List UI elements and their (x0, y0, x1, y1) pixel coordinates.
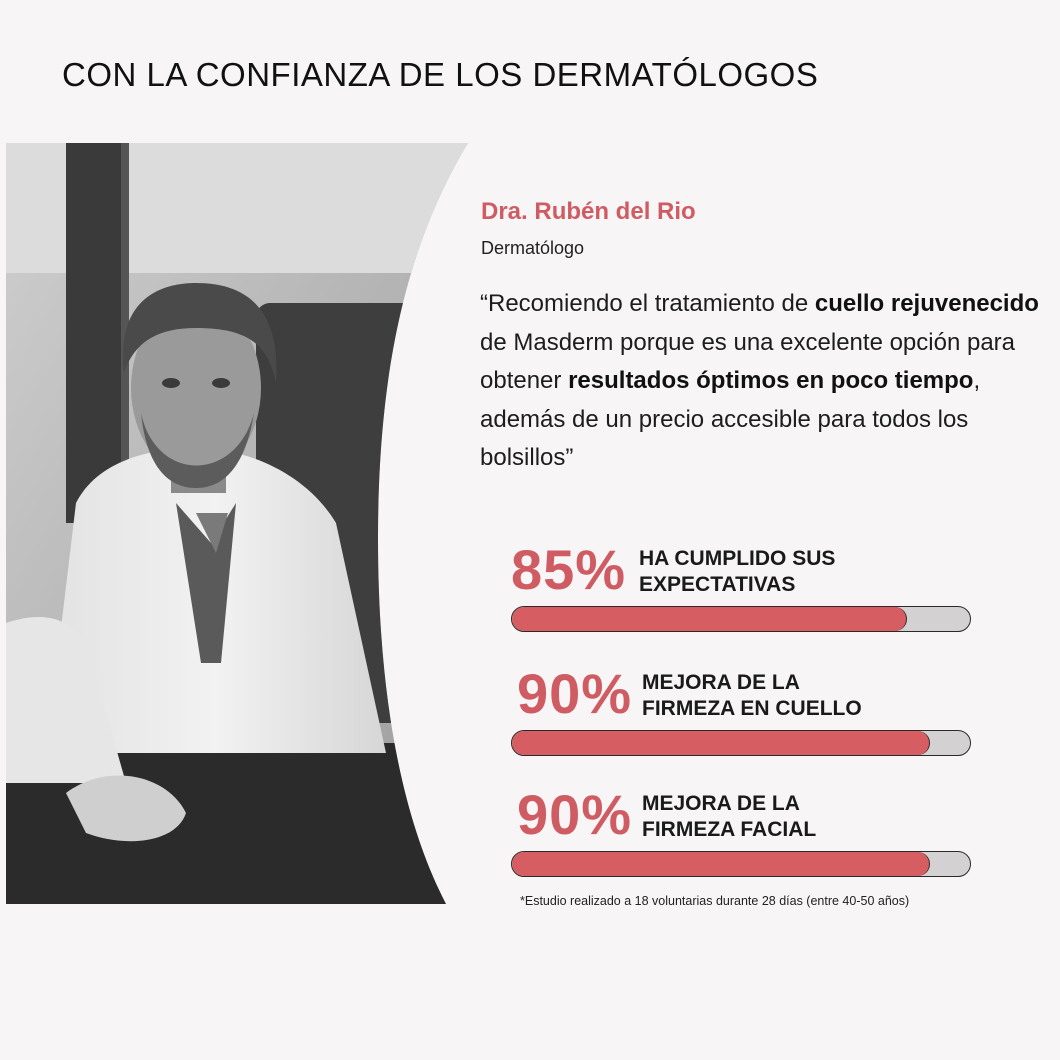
doctor-role: Dermatólogo (481, 238, 585, 258)
stat-label-line1: HA CUMPLIDO SUS (639, 547, 836, 570)
stat-label-line2: FIRMEZA FACIAL (642, 818, 817, 841)
quote-emphasis: resultados óptimos en poco tiempo (568, 367, 974, 394)
progress-bar-fill (512, 852, 930, 876)
doctor-name: Dra. Rubén del Rio (481, 198, 696, 225)
quote-text: “Recomiendo el tratamiento de (480, 290, 815, 317)
progress-bar-fill (512, 607, 907, 631)
stat-percent: 90% (517, 662, 633, 725)
quote-text: de Masderm porque es una excelente opción para obtener (480, 328, 1016, 394)
stat-label-line2: EXPECTATIVAS (639, 573, 796, 596)
stat-label (639, 546, 835, 598)
testimonial-quote (480, 285, 1040, 478)
progress-bar-fill (512, 731, 930, 755)
page-title: CON LA CONFIANZA DE LOS DERMATÓLOGOS (62, 56, 819, 93)
doctor-photo (6, 143, 468, 904)
study-footnote: *Estudio realizado a 18 voluntarias durante 28 días (entre 40-50 años) (520, 894, 910, 908)
progress-bar-track (511, 606, 971, 632)
quote-text: , además de un precio accesible para todos los bolsillos” (480, 367, 981, 471)
stat-percent: 85% (511, 538, 627, 601)
stat-label-line1: MEJORA DE LA (642, 671, 800, 694)
stat-label-line2: FIRMEZA EN CUELLO (642, 697, 862, 720)
progress-bar-track (511, 730, 971, 756)
stat-label (642, 670, 862, 722)
stat-label (642, 791, 816, 843)
progress-bar-track (511, 851, 971, 877)
stat-label-line1: MEJORA DE LA (642, 792, 800, 815)
quote-emphasis: cuello rejuvenecido (814, 290, 1039, 317)
stat-percent: 90% (517, 783, 633, 846)
